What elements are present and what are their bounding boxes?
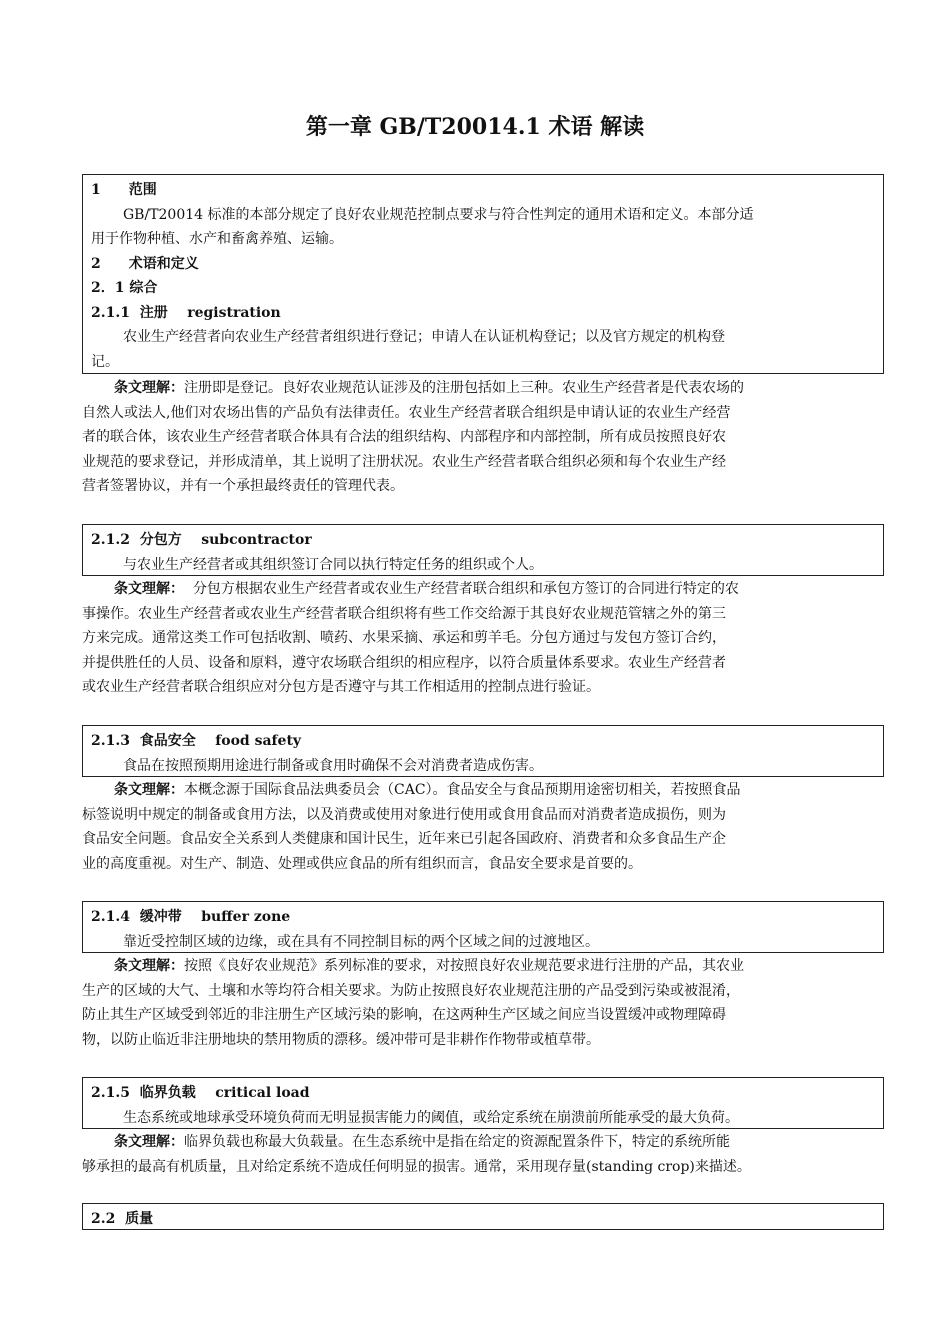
section-heading-scope <box>91 178 875 203</box>
interpretation-213 <box>82 778 882 876</box>
heading-number: 2 <box>91 255 101 272</box>
page-title: 第一章 GB/T20014.1 术语 解读 <box>305 114 645 140</box>
term-heading-213: 2.1.3 食品安全 food safety <box>91 733 302 749</box>
term-definition-214: 靠近受控制区域的边缘，或在具有不同控制目标的两个区域之间的过渡地区。 <box>123 933 599 950</box>
section-heading-terms <box>91 252 875 277</box>
definition-box-215 <box>82 1077 884 1129</box>
interpretation-text: 自然人或法人,他们对农场出售的产品负有法律责任。农业生产经营者联合组织是申请认证的农业生产经营 <box>82 404 731 421</box>
subsection-heading: 2．1 综合 <box>91 280 158 296</box>
interpretation-text: 物，以防止临近非注册地块的禁用物质的漂移。缓冲带可是非耕作作物带或植草带。 <box>82 1031 600 1048</box>
interpretation-text: 标签说明中规定的制备或食用方法，以及消费或使用对象进行使用或食用食品而对消费者造成损伤，则为 <box>82 806 726 823</box>
definition-box-214 <box>82 901 884 953</box>
definition-box-22 <box>82 1203 884 1230</box>
heading-number: 1 <box>91 182 101 198</box>
interpretation-text: 者的联合体，该农业生产经营者联合体具有合法的组织结构、内部程序和内部控制，所有成员按照良好农 <box>82 429 726 445</box>
interpretation-211 <box>82 376 882 499</box>
definition-box-213 <box>82 725 884 777</box>
term-definition-211: 农业生产经营者向农业生产经营者组织进行登记；申请人在认证机构登记；以及官方规定的机构登 <box>123 329 725 345</box>
interpretation-text: 业的高度重视。对生产、制造、处理或供应食品的所有组织而言，食品安全要求是首要的。 <box>82 855 642 872</box>
term-heading-215: 2.1.5 临界负载 critical load <box>91 1085 310 1101</box>
interpretation-text: 业规范的要求登记，并形成清单，其上说明了注册状况。农业生产经营者联合组织必须和每个农业生产经 <box>82 453 726 470</box>
term-heading-211: 2.1.1 注册 registration <box>91 304 281 321</box>
interpretation-text: 事操作。农业生产经营者或农业生产经营者联合组织将有些工作交给源于其良好农业规范管辖之外的第三 <box>82 605 726 622</box>
interpretation-label: 条文理解： <box>114 581 184 597</box>
interpretation-text: 防止其生产区域受到邻近的非注册生产区域污染的影响，在这两种生产区域之间应当设置缓冲或物理障碍 <box>82 1007 726 1023</box>
interpretation-212 <box>82 577 882 700</box>
term-definition-213: 食品在按照预期用途进行制备或食用时确保不会对消费者造成伤害。 <box>123 757 543 774</box>
term-heading-212: 2.1.2 分包方 subcontractor <box>91 532 312 548</box>
heading-text: 术语和定义 <box>128 255 199 272</box>
interpretation-text: 或农业生产经营者联合组织应对分包方是否遵守与其工作相适用的控制点进行验证。 <box>82 679 600 695</box>
interpretation-label: 条文理解： <box>114 958 184 974</box>
interpretation-215 <box>82 1130 882 1179</box>
interpretation-214 <box>82 954 882 1052</box>
interpretation-text: 注册即是登记。良好农业规范认证涉及的注册包括如上三种。农业生产经营者是代表农场的 <box>184 380 744 396</box>
interpretation-text: 按照《良好农业规范》系列标准的要求，对按照良好农业规范要求进行注册的产品，其农业 <box>184 958 744 974</box>
interpretation-text: 够承担的最高有机质量，且对给定系统不造成任何明显的损害。通常，采用现存量(standing crop)来描述。 <box>82 1158 751 1175</box>
heading-text: 范围 <box>128 182 157 198</box>
interpretation-label: 条文理解： <box>114 782 184 798</box>
term-definition-215: 生态系统或地球承受环境负荷而无明显损害能力的阈值，或给定系统在崩溃前所能承受的最大负荷。 <box>123 1109 739 1126</box>
interpretation-text: 营者签署协议，并有一个承担最终责任的管理代表。 <box>82 478 404 494</box>
interpretation-text: 方来完成。通常这类工作可包括收割、喷药、水果采摘、承运和剪羊毛。分包方通过与发包方签订合约， <box>82 630 726 646</box>
interpretation-text: 生产的区域的大气、土壤和水等均符合相关要求。为防止按照良好农业规范注册的产品受到污染或被混淆， <box>82 982 740 999</box>
term-definition-212: 与农业生产经营者或其组织签订合同以执行特定任务的组织或个人。 <box>123 556 543 573</box>
interpretation-label: 条文理解： <box>114 380 184 396</box>
scope-text-line: 用于作物种植、水产和畜禽养殖、运输。 <box>91 231 343 247</box>
scope-text-line: GB/T20014 标准的本部分规定了良好农业规范控制点要求与符合性判定的通用术语和定义。本部分适 <box>123 206 754 223</box>
term-heading-214: 2.1.4 缓冲带 buffer zone <box>91 909 291 925</box>
section-heading-quality: 2.2 质量 <box>91 1211 154 1227</box>
term-definition-211: 记。 <box>91 353 119 370</box>
interpretation-text: 本概念源于国际食品法典委员会（CAC）。食品安全与食品预期用途密切相关，若按照食品 <box>184 782 741 798</box>
interpretation-label: 条文理解： <box>114 1134 184 1150</box>
definition-box-212 <box>82 524 884 576</box>
interpretation-text: 临界负载也称最大负载量。在生态系统中是指在给定的资源配置条件下，特定的系统所能 <box>184 1134 730 1150</box>
definition-box-scope <box>82 174 884 374</box>
interpretation-text: 并提供胜任的人员、设备和原料，遵守农场联合组织的相应程序，以符合质量体系要求。农业生产经营者 <box>82 654 726 671</box>
interpretation-text: 分包方根据农业生产经营者或农业生产经营者联合组织和承包方签订的合同进行特定的农 <box>184 581 739 597</box>
interpretation-text: 食品安全问题。食品安全关系到人类健康和国计民生，近年来已引起各国政府、消费者和众多食品生产企 <box>82 831 726 847</box>
